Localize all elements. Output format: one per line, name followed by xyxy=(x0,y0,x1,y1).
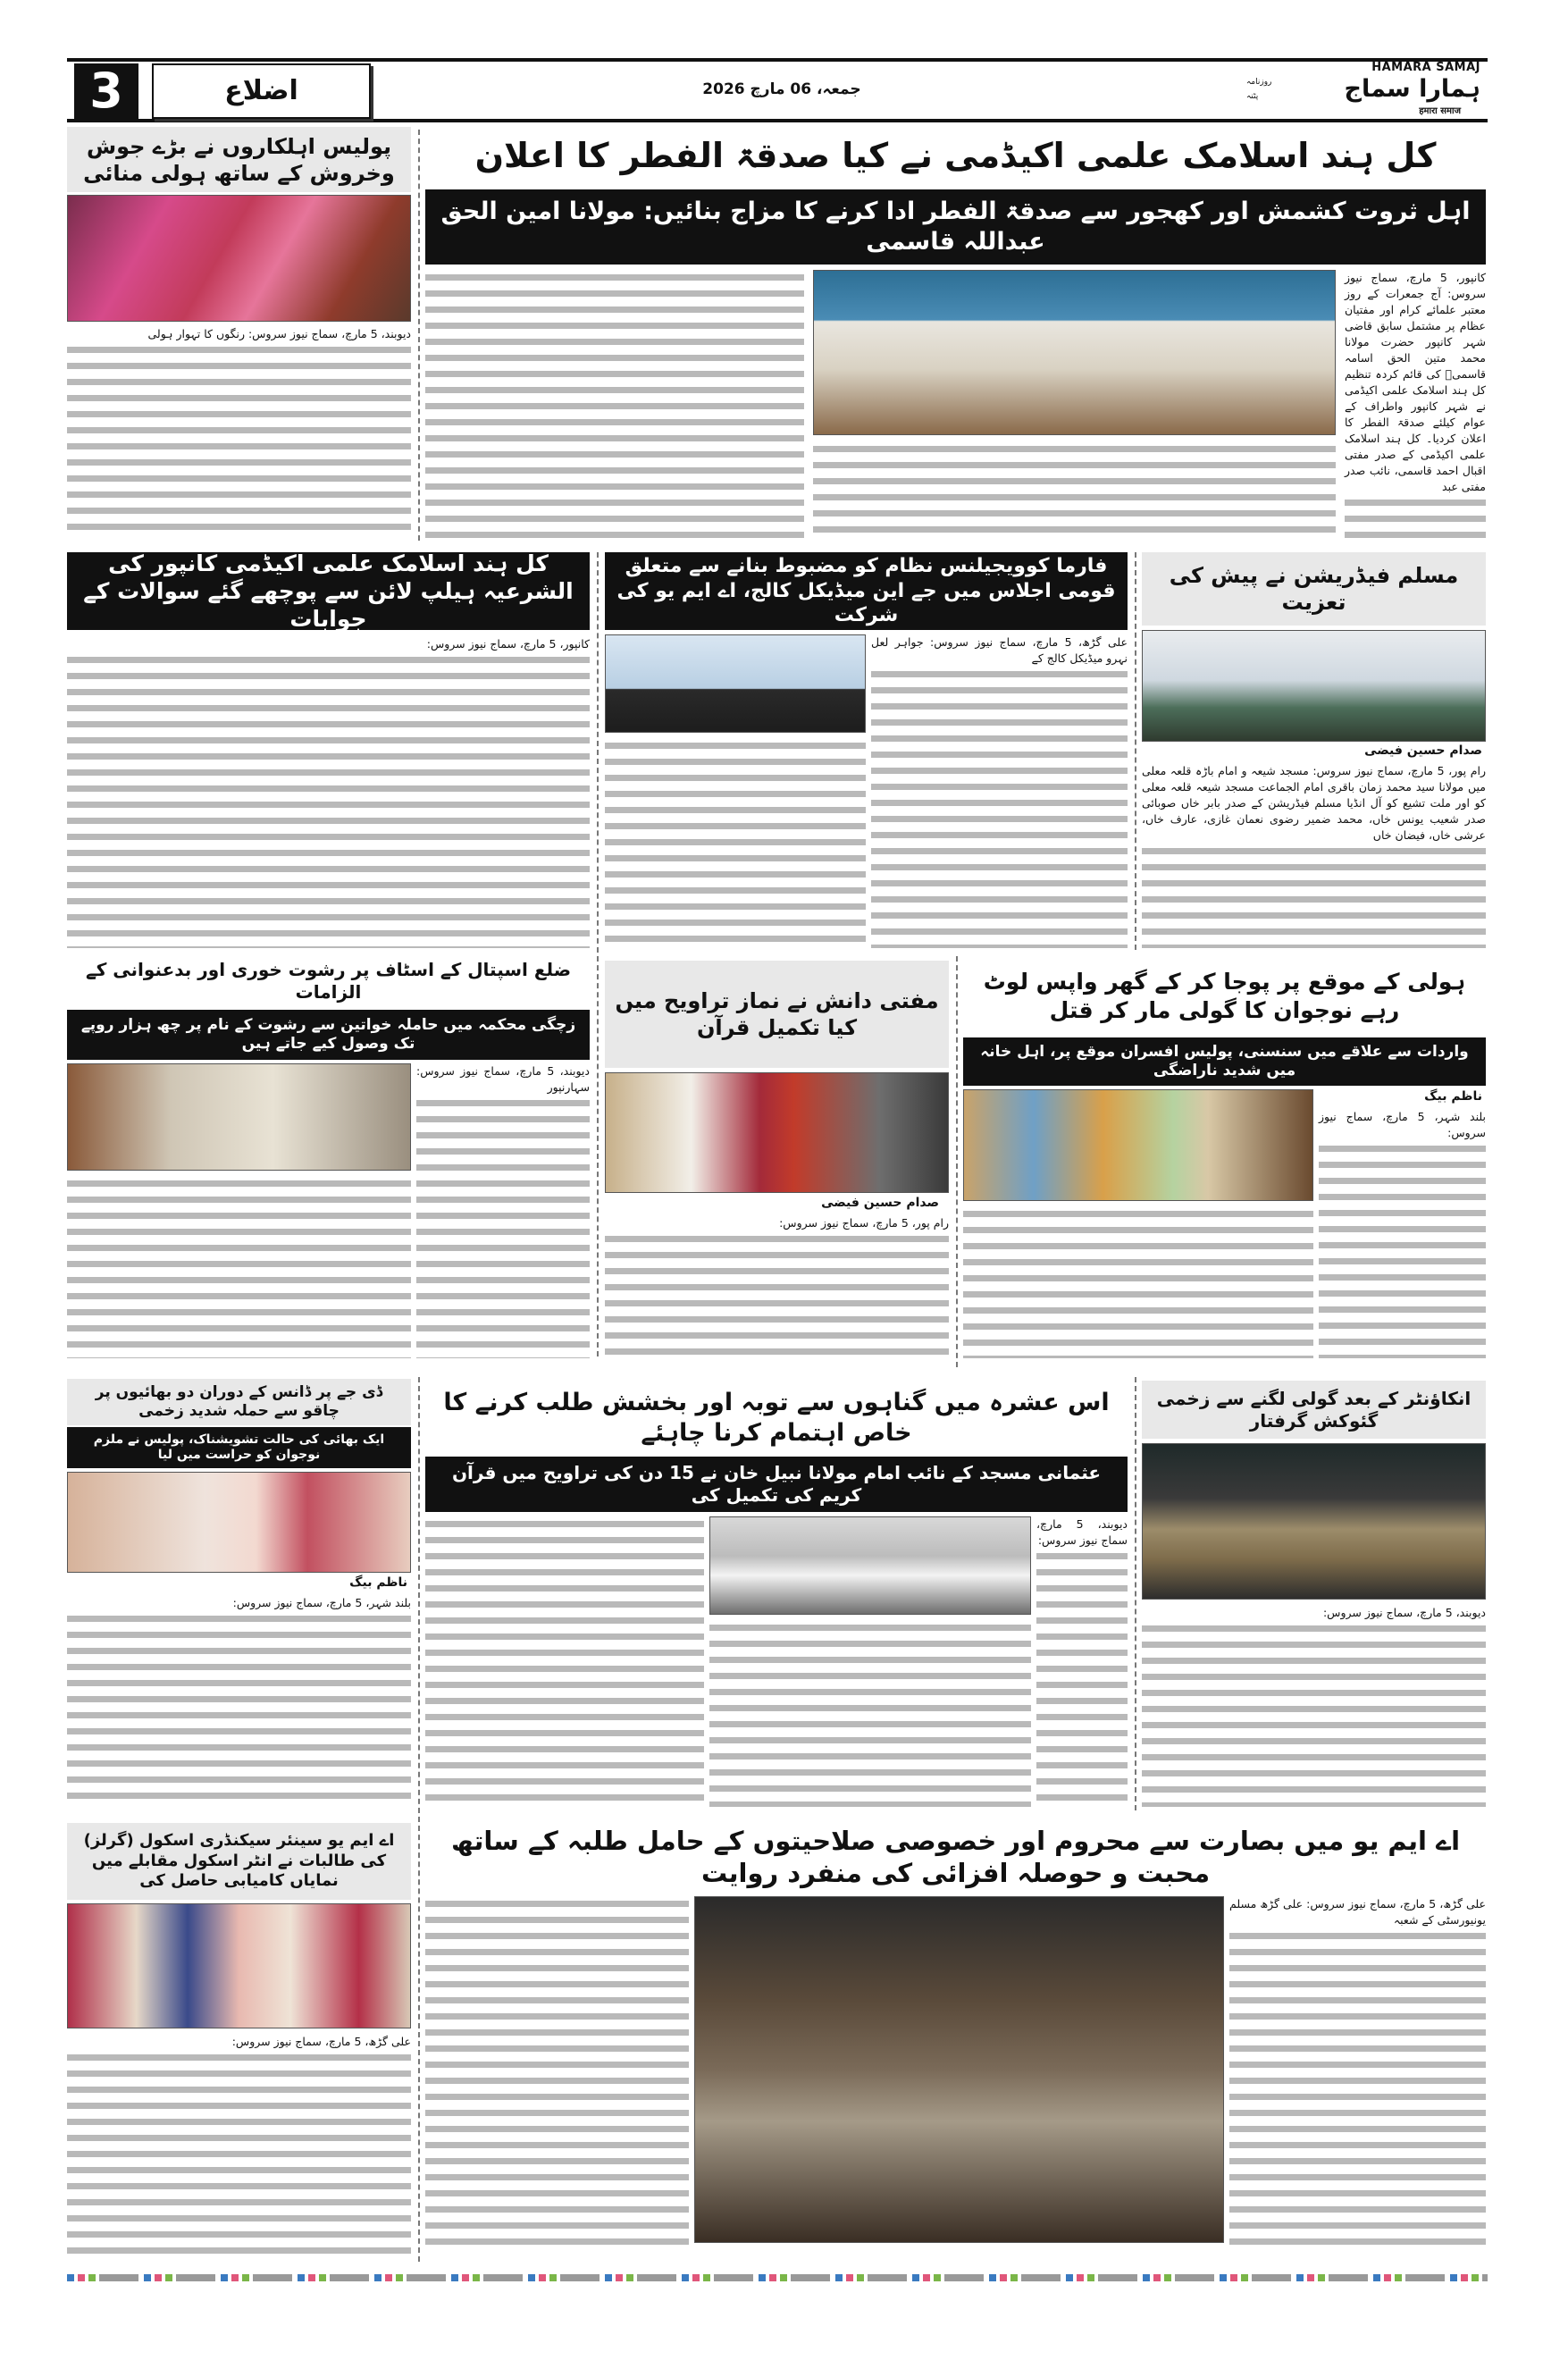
story-headline: پولیس اہلکاروں نے بڑے جوش وخروش کے ساتھ ہولی منائی xyxy=(67,127,411,192)
column-divider xyxy=(418,130,420,541)
story-body: علی گڑھ، 5 مارچ، سماج نیوز سروس: xyxy=(67,2034,411,2255)
story-body: کانپور، 5 مارچ، سماج نیوز سروس: آج جمعرات کے روز معتبر علمائے کرام اور مفتیان عظام پر مشتمل سابق قاضی شہر کانپور حضرت مولانا محمد متین الحق اسامہ قاسمیؒ کی قائم کردہ تنظیم کل ہند اسلامک علمی اکیڈمی نے شہر کانپور واطراف کے عوام کیلئے صدقۃ الفطر کا اعلان کردیا۔ کل ہند اسلامک علمی اکیڈمی کے صدر مفتی اقبال احمد قاسمی، نائب صدر مفتی عبد xyxy=(1345,270,1486,538)
issue-date: جمعہ، 06 مارچ 2026 xyxy=(702,80,861,98)
byline: صدام حسین فیضی xyxy=(818,1196,943,1210)
byline: ناظم بیگ xyxy=(346,1575,411,1590)
students-award-photo xyxy=(67,1903,411,2028)
arrest-photo xyxy=(1142,1443,1486,1600)
story-body-continued xyxy=(425,1516,704,1807)
story-subheadline: عثمانی مسجد کے نائب امام مولانا نبیل خان نے 15 دن کی تراویح میں قرآن کریم کی تکمیل کی xyxy=(425,1457,1128,1512)
story-body: کانپور، 5 مارچ، سماج نیوز سروس: xyxy=(67,636,590,948)
column-divider xyxy=(956,956,958,1367)
story-body: رام پور، 5 مارچ، سماج نیوز سروس: xyxy=(605,1215,949,1358)
lead-subheadline: اہل ثروت کشمش اور کھجور سے صدقۃ الفطر ادا کرنے کا مزاج بنائیں: مولانا امین الحق عبداللہ قاسمی xyxy=(425,189,1486,265)
column-divider xyxy=(597,552,599,1356)
column-divider xyxy=(1135,552,1136,950)
story-headline: انکاؤنٹر کے بعد گولی لگنے سے زخمی گئوکش گرفتار xyxy=(1142,1381,1486,1439)
story-body-continued xyxy=(67,1176,411,1358)
story-body: دیوبند، 5 مارچ، سماج نیوز سروس: سہارنپور xyxy=(416,1063,590,1358)
story-body: دیوبند، 5 مارچ، سماج نیوز سروس: xyxy=(1036,1516,1128,1807)
lead-headline: کل ہند اسلامک علمی اکیڈمی نے کیا صدقۃ الفطر کا اعلان xyxy=(474,136,1437,176)
library-event-photo xyxy=(694,1896,1224,2243)
story-body: رام پور، 5 مارچ، سماج نیوز سروس: مسجد شیعہ و امام باڑہ قلعہ معلی میں مولانا سید محمد زمان باقری امام الجماعت مسجد شیعہ قلعہ معلی کو اور ملت تشیع کو آل انڈیا مسلم فیڈریشن کے صدر بابر خاں صوبائی صدر شعیب یونس خاں، محمد ضمیر رضوی نعمان غازی، عارف خاں، عرشی خاں، فیضان خاں xyxy=(1142,763,1486,948)
condolence-gathering-photo xyxy=(1142,630,1486,742)
story-body-continued xyxy=(963,1206,1313,1358)
story-subheadline: زچگی محکمہ میں حاملہ خواتین سے رشوت کے نام پر چھ ہزار روپے تک وصول کیے جاتے ہیں xyxy=(67,1010,590,1060)
masthead xyxy=(67,58,1488,122)
story-body: دیوبند، 5 مارچ، سماج نیوز سروس: xyxy=(1142,1605,1486,1807)
story-body: بلند شہر، 5 مارچ، سماج نیوز سروس: xyxy=(1319,1109,1486,1358)
hospital-corridor-photo xyxy=(67,1063,411,1171)
story-body-continued xyxy=(709,1620,1031,1807)
story-body: علی گڑھ، 5 مارچ، سماج نیوز سروس: جواہر لعل نہرو میڈیکل کالج کے xyxy=(871,634,1128,948)
story-subheadline: ایک بھائی کی حالت تشویشناک، پولیس نے ملزم نوجوان کو حراست میں لیا xyxy=(67,1427,411,1468)
story-body: علی گڑھ، 5 مارچ، سماج نیوز سروس: علی گڑھ مسلم یونیورسٹی کے شعبہ xyxy=(1229,1896,1486,2255)
injured-brothers-photo xyxy=(67,1472,411,1573)
column-divider xyxy=(418,1377,420,2262)
conference-photo xyxy=(605,634,866,733)
story-headline: اس عشرہ میں گناہوں سے توبہ اور بخشش طلب کرنے کا خاص اہتمام کرنا چاہئے xyxy=(443,1388,1110,1447)
quran-completion-photo xyxy=(605,1072,949,1193)
story-body: بلند شہر، 5 مارچ، سماج نیوز سروس: xyxy=(67,1595,411,1807)
story-headline: ڈی جے پر ڈانس کے دوران دو بھائیوں پر چاقو سے حملہ شدید زخمی xyxy=(67,1379,411,1425)
story-body-continued xyxy=(605,738,866,948)
story-headline: ضلع اسپتال کے اسٹاف پر رشوت خوری اور بدعنوانی کے الزامات xyxy=(85,959,572,1003)
story-headline: مسلم فیڈریشن نے پیش کی تعزیت xyxy=(1142,552,1486,626)
column-divider xyxy=(1135,1377,1136,1810)
mosque-gathering-photo xyxy=(709,1516,1031,1615)
story-headline: فارما کوویجیلنس نظام کو مضبوط بنانے سے متعلق قومی اجلاس میں جے این میڈیکل کالج، اے ایم یو کی شرکت xyxy=(605,552,1128,630)
byline: ناظم بیگ xyxy=(1421,1089,1486,1104)
holi-celebration-photo xyxy=(67,195,411,322)
story-headline: اے ایم یو میں بصارت سے محروم اور خصوصی صلاحیتوں کے حامل طلبہ کے ساتھ محبت و حوصلہ افزائی کی منفرد روایت xyxy=(450,1825,1461,1888)
section-title: اضلاع xyxy=(152,63,371,119)
story-headline: کل ہند اسلامک علمی اکیڈمی کانپور کی الشرعیہ ہیلپ لائن سے پوچھے گئے سوالات کے جوابات xyxy=(67,552,590,630)
story-headline: اے ایم یو سینئر سیکنڈری اسکول (گرلز) کی طالبات نے انٹر اسکول مقابلے میں نمایاں کامیابی حاصل کی xyxy=(67,1823,411,1900)
scholars-meeting-photo xyxy=(813,270,1336,435)
page-number: 3 xyxy=(74,63,138,119)
story-headline: مفتی دانش نے نماز تراویح میں کیا تکمیل قرآن xyxy=(605,961,949,1068)
story-headline: ہولی کے موقع پر پوجا کر کے گھر واپس لوٹ رہے نوجوان کا گولی مار کر قتل xyxy=(983,969,1466,1023)
story-body: دیوبند، 5 مارچ، سماج نیوز سروس: رنگوں کا تہوار ہولی xyxy=(67,326,411,538)
story-body-continued xyxy=(425,270,804,538)
byline: صدام حسین فیضی xyxy=(1361,743,1486,758)
story-body-continued xyxy=(425,1896,689,2255)
footer-decorative-strip xyxy=(67,2274,1488,2281)
newspaper-logo: HAMARA SAMAJ روزنامہ پٹنہ ہمارا سماج हमारा समाज xyxy=(1246,61,1480,116)
story-body-continued xyxy=(813,441,1336,538)
crowd-victim-photo xyxy=(963,1089,1313,1201)
story-subheadline: واردات سے علاقے میں سنسنی، پولیس افسران موقع پر، اہل خانہ میں شدید ناراضگی xyxy=(963,1037,1486,1086)
